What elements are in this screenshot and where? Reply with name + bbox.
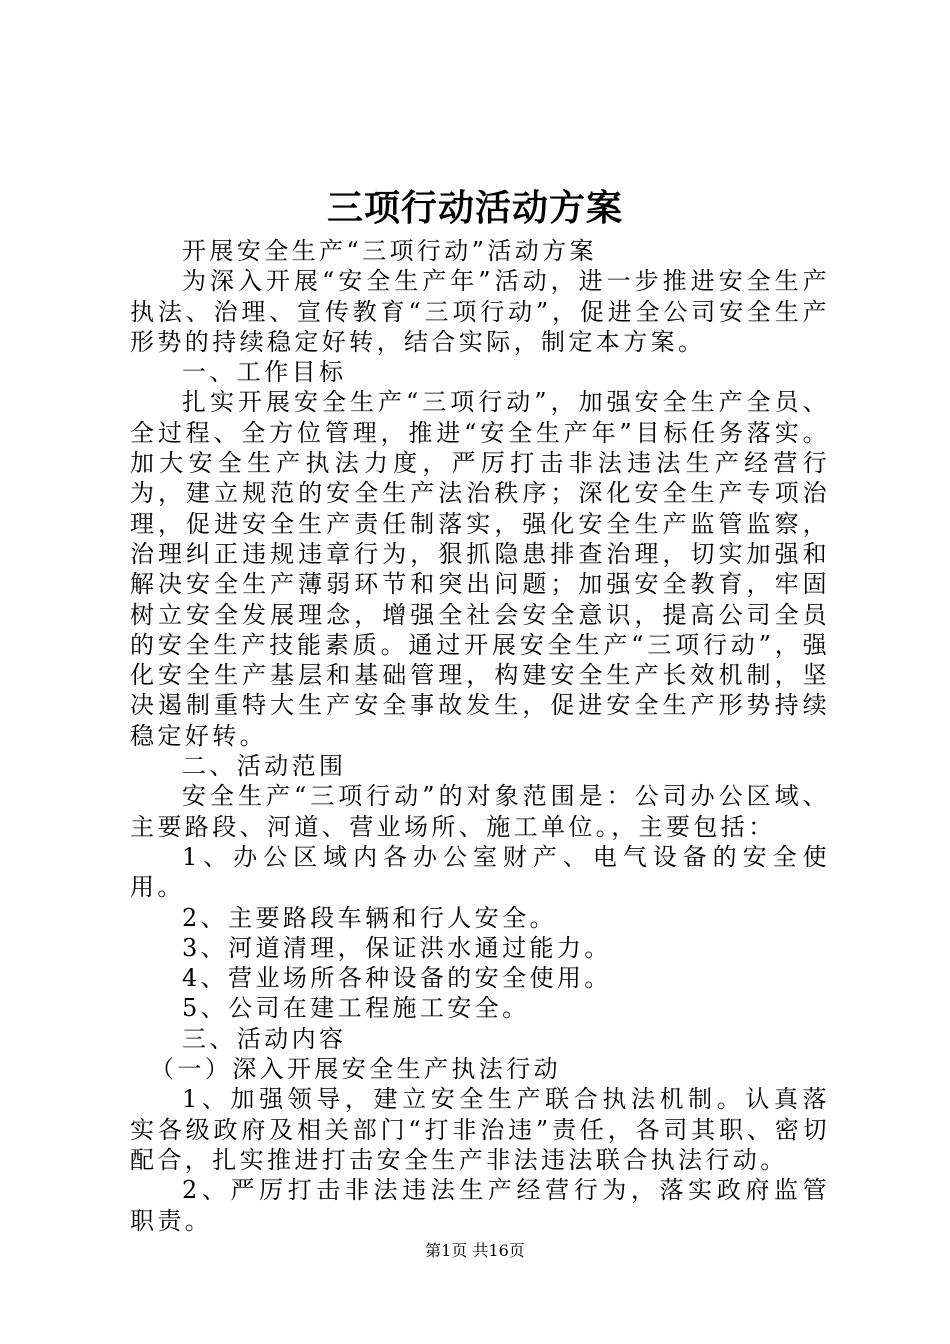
paragraph-subtitle: 开展安全生产“三项行动”活动方案 [182, 237, 597, 265]
list-item-scope-2: 2、主要路段车辆和行人安全。 [182, 903, 557, 932]
paragraph-work-goal: 扎实开展安全生产“三项行动”，加强安全生产全员、全过程、全方位管理，推进“安全生产年”目标任务落实。加大安全生产执法力度，严厉打击非法违法生产经营行为，建立规范的安全生产法治秩序；深化安全生产专项治理，促进安全生产责任制落实，强化安全生产监管监察，治理纠正违规违章行为，狠抓隐患排查治理，切实加强和解决安全生产薄弱环节和突出问题；加强安全教育，牢固树立安全发展理念，增强全社会安全意识，提高公司全员的安全生产技能素质。通过开展安全生产“三项行动”，强化安全生产基层和基础管理，构建安全生产长效机制，坚决遏制重特大生产安全事故发生，促进安全生产形势持续稳定好转。 [130, 388, 830, 750]
heading-work-goal: 一、工作目标 [182, 358, 347, 387]
heading-activity-content: 三、活动内容 [182, 1024, 347, 1053]
paragraph-content-1: 1、加强领导，建立安全生产联合执法机制。认真落实各级政府及相关部门“打非治违”责任，各司其职、密切配合，扎实推进打击安全生产非法违法联合执法行动。 [130, 1085, 830, 1174]
paragraph-activity-scope: 安全生产“三项行动”的对象范围是：公司办公区域、主要路段、河道、营业场所、施工单位。，主要包括： [130, 782, 830, 841]
paragraph-intro: 为深入开展“安全生产年”活动，进一步推进安全生产执法、治理、宣传教育“三项行动”，促进全公司安全生产形势的持续稳定好转，结合实际，制定本方案。 [130, 267, 830, 356]
paragraph-content-2: 2、严厉打击非法违法生产经营行为，落实政府监管职责。 [130, 1176, 830, 1235]
list-item-scope-3: 3、河道清理，保证洪水通过能力。 [182, 933, 612, 962]
page-footer: 第1页 共16页 [425, 1241, 525, 1260]
list-item-scope-1: 1、办公区域内各办公室财产、电气设备的安全使用。 [130, 842, 830, 902]
heading-activity-scope: 二、活动范围 [182, 752, 347, 781]
list-item-scope-4: 4、营业场所各种设备的安全使用。 [182, 964, 612, 993]
document-title: 三项行动活动方案 [326, 187, 623, 229]
document-body [130, 236, 830, 1236]
subheading-enforcement: （一）深入开展安全生产执法行动 [150, 1055, 561, 1084]
list-item-scope-5: 5、公司在建工程施工安全。 [182, 994, 530, 1023]
